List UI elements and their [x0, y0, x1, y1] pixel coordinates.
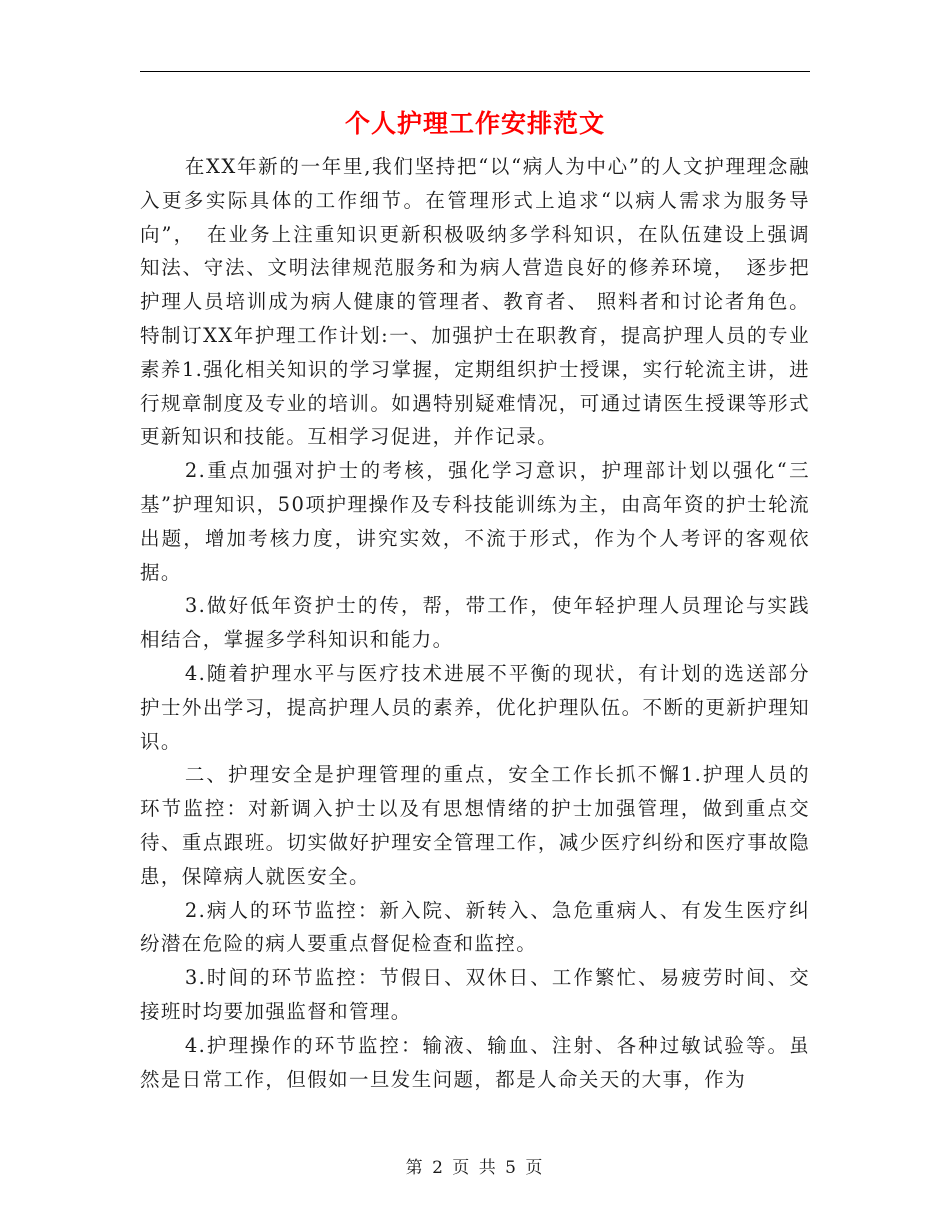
header-rule	[140, 71, 810, 72]
paragraph-3: 3.做好低年资护士的传，帮，带工作，使年轻护理人员理论与实践相结合，掌握多学科知识和能力。	[140, 594, 810, 652]
paragraph-6: 2.病人的环节监控：新入院、新转入、急危重病人、有发生医疗纠纷潜在危险的病人要重点督促检查和监控。	[140, 898, 810, 956]
paragraph-1: 在XX年新的一年里,我们坚持把“以“病人为中心”的人文护理理念融入更多实际具体的工作细节。在管理形式上追求“以病人需求为服务导向”， 在业务上注重知识更新积极吸纳多学科知识，在队伍建设上强调知法、守法、文明法律规范服务和为病人营造良好的修养环境， 逐步把护理人员培训成为病人健康的管理者、教育者、 照料者和讨论者角色。特制订XX年护理工作计划:一、加强护士在职教育，提高护理人员的专业素养1.强化相关知识的学习掌握，定期组织护士授课，实行轮流主讲，进行规章制度及专业的培训。如遇特别疑难情况，可通过请医生授课等形式更新知识和技能。互相学习促进，并作记录。	[140, 155, 810, 449]
document-body	[140, 150, 810, 1096]
document-title: 个人护理工作安排范文	[344, 109, 605, 138]
page-number: 第 2 页 共 5 页	[405, 1158, 545, 1178]
paragraph-4: 4.随着护理水平与医疗技术进展不平衡的现状，有计划的选送部分护士外出学习，提高护理人员的素养，优化护理队伍。不断的更新护理知识。	[140, 661, 810, 753]
paragraph-2: 2.重点加强对护士的考核，强化学习意识，护理部计划以强化“三基”护理知识，50项护理操作及专科技能训练为主，由高年资的护士轮流出题，增加考核力度，讲究实效，不流于形式，作为个人考评的客观依据。	[140, 459, 810, 584]
paragraph-5: 二、护理安全是护理管理的重点，安全工作长抓不懈1.护理人员的环节监控：对新调入护士以及有思想情绪的护士加强管理，做到重点交待、重点跟班。切实做好护理安全管理工作，减少医疗纠纷和医疗事故隐患，保障病人就医安全。	[140, 763, 810, 888]
paragraph-8: 4.护理操作的环节监控：输液、输血、注射、各种过敏试验等。虽然是日常工作，但假如一旦发生问题，都是人命关天的大事，作为	[140, 1033, 810, 1091]
paragraph-7: 3.时间的环节监控：节假日、双休日、工作繁忙、易疲劳时间、交接班时均要加强监督和管理。	[140, 966, 810, 1023]
